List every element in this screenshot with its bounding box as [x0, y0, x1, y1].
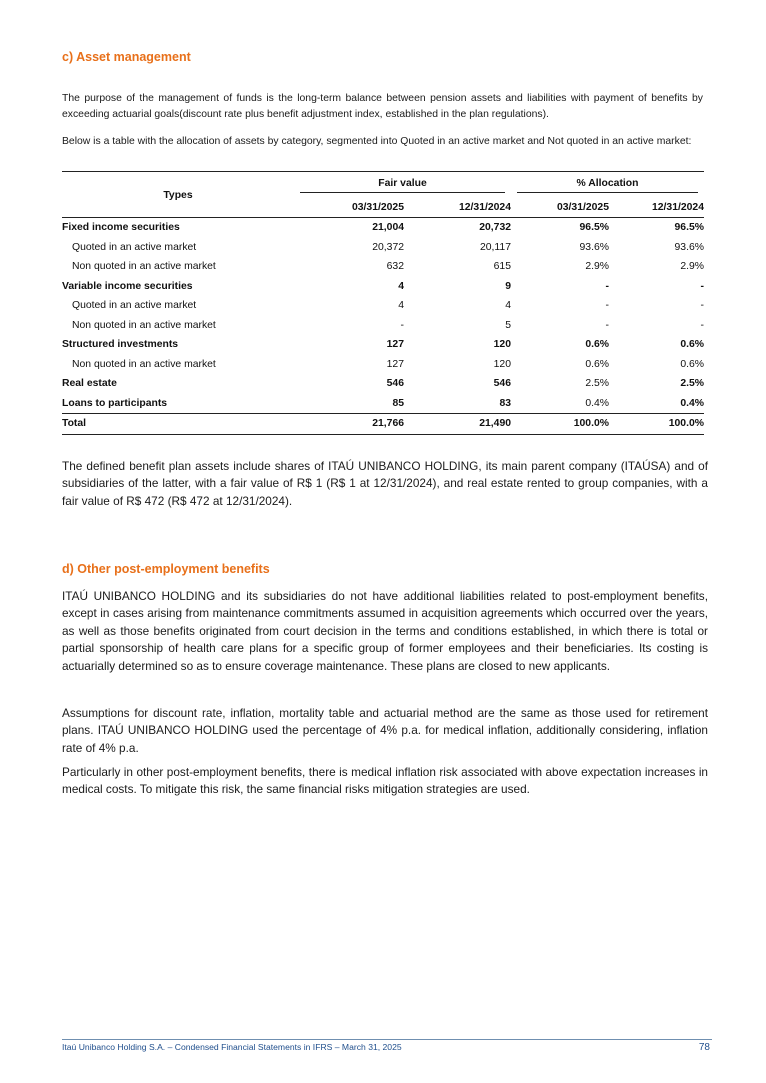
fair-value-cell: 4 — [398, 300, 404, 312]
fair-value-label: Fair value — [300, 178, 505, 193]
column-header-date: 03/31/2025 — [351, 201, 404, 213]
allocation-cell: 0.6% — [680, 358, 704, 370]
fair-value-cell: 9 — [505, 280, 511, 292]
plan-assets-paragraph: The defined benefit plan assets include shares of ITAÚ UNIBANCO HOLDING, its main parent company (ITAÚSA) and of subsidiaries of the latter, with a fair value of R$ 1 (R$ 1 at 12/31/2024), and real estate rented to group companies, with a fair value of R$ 472 (R$ 472 at 12/31/2024). — [62, 459, 708, 508]
row-label: Loans to participants — [62, 397, 168, 409]
fair-value-cell: 632 — [386, 261, 404, 273]
section-d-paragraph-3: Particularly in other post-employment benefits, there is medical inflation risk associated with above expectation increases in medical costs. To mitigate this risk, the same financial risks mitigation strategies are used. — [62, 765, 708, 797]
allocation-cell: 93.6% — [674, 241, 704, 253]
table-row — [62, 238, 704, 258]
fair-value-cell: 546 — [386, 378, 404, 390]
allocation-cell: 100.0% — [573, 418, 609, 430]
row-label: Fixed income securities — [62, 222, 180, 234]
fair-value-cell: 4 — [398, 280, 404, 292]
fair-value-cell: 5 — [505, 319, 511, 331]
fair-value-cell: 127 — [386, 358, 404, 370]
allocation-label: % Allocation — [517, 178, 698, 193]
fair-value-cell: 20,372 — [372, 241, 404, 253]
allocation-cell: 2.9% — [585, 261, 609, 273]
allocation-cell: 0.6% — [680, 339, 704, 351]
allocation-cell: 100.0% — [668, 418, 704, 430]
fair-value-cell: 127 — [386, 339, 404, 351]
fair-value-cell: 120 — [493, 358, 511, 370]
allocation-cell: - — [700, 300, 704, 312]
column-header-types: Types — [163, 189, 193, 201]
fair-value-cell: 21,004 — [372, 222, 404, 234]
section-c-paragraph-1: The purpose of the management of funds is the long-term balance between pension assets and liabilities with payment of benefits by exceeding actuarial goals(discount rate plus benefit adjustment index, established in the plan regulations). — [62, 93, 703, 120]
row-label: Non quoted in an active market — [72, 358, 216, 370]
fair-value-cell: 4 — [505, 300, 511, 312]
page-number: 78 — [698, 1042, 710, 1053]
row-label: Variable income securities — [62, 280, 193, 292]
table-row — [62, 316, 704, 336]
fair-value-cell: 120 — [493, 339, 511, 351]
section-d-paragraph-2: Assumptions for discount rate, inflation, mortality table and actuarial method are the same as those used for retirement plans. ITAÚ UNIBANCO HOLDING used the percentage of 4% p.a. for medical inflation, additionally considering, inflation rate of 4% p.a. — [62, 706, 708, 755]
table-row — [62, 218, 704, 238]
allocation-cell: - — [605, 280, 609, 292]
allocation-cell: 0.4% — [585, 397, 609, 409]
section-d-paragraph-1: ITAÚ UNIBANCO HOLDING and its subsidiaries do not have additional liabilities related to post-employment benefits, except in cases arising from maintenance commitments assumed in acquisition agreements which occurred over the years, as well as those benefits originated from court decision in the terms and conditions established, in which there is total or partial sponsorship of health care plans for a specific group of former employees and their beneficiaries. Its costing is actuarially determined so as to ensure coverage maintenance. These plans are closed to new applicants. — [62, 589, 708, 673]
table-row — [62, 374, 704, 394]
allocation-cell: 2.5% — [585, 378, 609, 390]
allocation-cell: 0.6% — [585, 358, 609, 370]
row-label: Quoted in an active market — [72, 300, 197, 312]
column-group-fair-value — [294, 172, 511, 198]
table-row — [62, 394, 704, 414]
table-row — [62, 277, 704, 297]
fair-value-cell: - — [400, 319, 404, 331]
allocation-cell: 2.5% — [680, 378, 704, 390]
fair-value-cell: 20,732 — [479, 222, 511, 234]
total-row — [62, 414, 704, 435]
table-row — [62, 335, 704, 355]
column-header-date: 12/31/2024 — [458, 201, 511, 213]
allocation-cell: 2.9% — [680, 261, 704, 273]
section-c-heading: c) Asset management — [62, 50, 191, 64]
fair-value-cell: 85 — [392, 397, 404, 409]
section-d-heading: d) Other post-employment benefits — [62, 562, 270, 576]
column-header-date: 03/31/2025 — [556, 201, 609, 213]
table-row — [62, 257, 704, 277]
table-row — [62, 355, 704, 375]
row-label: Real estate — [62, 378, 117, 390]
allocation-cell: 93.6% — [579, 241, 609, 253]
fair-value-cell: 546 — [493, 378, 511, 390]
column-header-date: 12/31/2024 — [651, 201, 704, 213]
row-label: Non quoted in an active market — [72, 319, 216, 331]
allocation-cell: - — [605, 300, 609, 312]
fair-value-cell: 615 — [493, 261, 511, 273]
allocation-cell: 96.5% — [674, 222, 704, 234]
row-label: Total — [62, 418, 87, 430]
section-c-paragraph-2: Below is a table with the allocation of assets by category, segmented into Quoted in an active market and Not quoted in an active market: — [62, 136, 692, 147]
row-label: Quoted in an active market — [72, 241, 197, 253]
allocation-cell: - — [700, 280, 704, 292]
footer-divider — [62, 1039, 712, 1040]
column-group-allocation — [511, 172, 704, 198]
fair-value-cell: 21,766 — [372, 418, 404, 430]
allocation-cell: 0.6% — [585, 339, 609, 351]
table-row — [62, 296, 704, 316]
fair-value-cell: 20,117 — [479, 241, 511, 253]
fair-value-cell: 83 — [499, 397, 511, 409]
allocation-cell: 96.5% — [579, 222, 609, 234]
allocation-cell: - — [700, 319, 704, 331]
allocation-cell: - — [605, 319, 609, 331]
footer-text: Itaú Unibanco Holding S.A. – Condensed Financial Statements in IFRS – March 31, 2025 — [62, 1042, 402, 1052]
fair-value-cell: 21,490 — [479, 418, 511, 430]
asset-allocation-table — [62, 171, 704, 435]
allocation-cell: 0.4% — [680, 397, 704, 409]
row-label: Non quoted in an active market — [72, 261, 216, 273]
row-label: Structured investments — [62, 339, 179, 351]
